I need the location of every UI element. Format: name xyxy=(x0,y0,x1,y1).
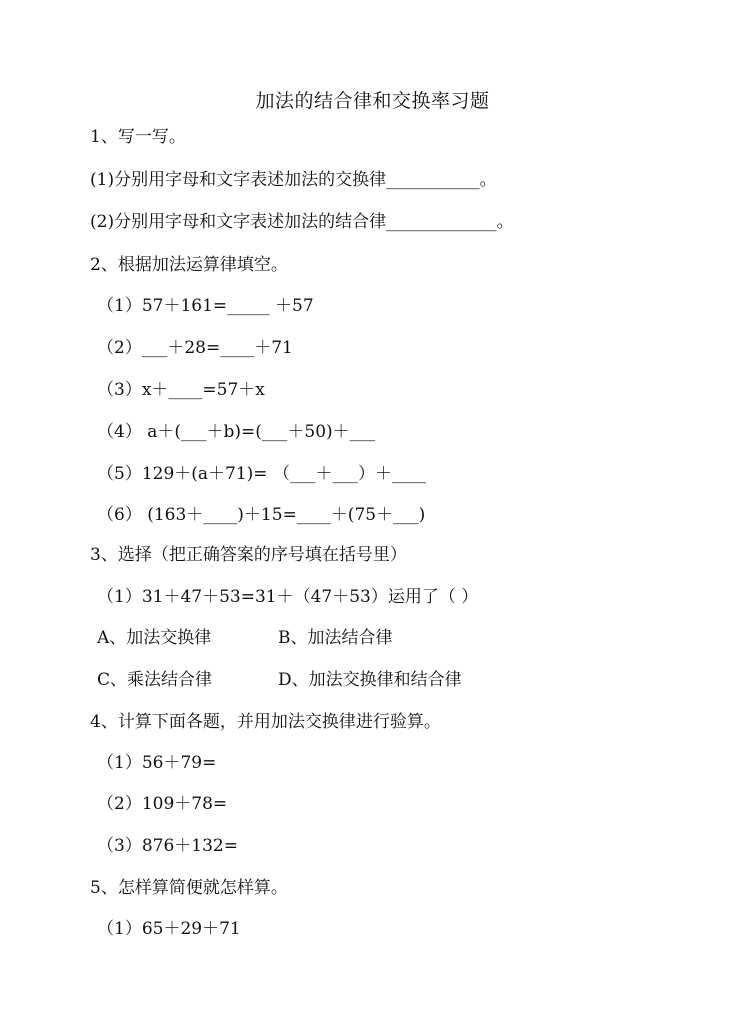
q3-option-a: A、加法交换律 xyxy=(97,628,212,648)
q4-item-2: （2）109＋78= xyxy=(97,794,228,814)
q2-item-6: （6） (163＋____)＋15=____＋(75＋___) xyxy=(97,505,426,525)
q2-item-4: （4） a＋(___＋b)=(___＋50)＋___ xyxy=(97,422,376,442)
q3-option-d: D、加法交换律和结合律 xyxy=(278,670,462,690)
q1-heading: 1、写一写。 xyxy=(90,127,186,147)
q1-item-2: (2)分别用字母和文字表述加法的结合律_____________。 xyxy=(90,212,514,232)
q2-item-1: （1）57＋161=_____ ＋57 xyxy=(97,296,314,316)
q4-item-3: （3）876＋132= xyxy=(97,836,238,856)
q2-item-5: （5）129＋(a＋71)= （___＋___）＋____ xyxy=(97,464,426,484)
q5-heading: 5、怎样算简便就怎样算。 xyxy=(90,878,288,898)
q5-item-1: （1）65＋29＋71 xyxy=(97,919,241,939)
q3-heading: 3、选择（把正确答案的序号填在括号里） xyxy=(90,545,407,565)
page-title: 加法的结合律和交换率习题 xyxy=(255,90,490,112)
q2-heading: 2、根据加法运算律填空。 xyxy=(90,255,288,275)
q3-item-1: （1）31＋47＋53=31＋（47＋53）运用了（ ） xyxy=(97,587,479,607)
q1-item-1: (1)分别用字母和文字表述加法的交换律___________。 xyxy=(90,170,497,190)
q3-option-c: C、乘法结合律 xyxy=(97,670,213,690)
q4-heading: 4、计算下面各题，并用加法交换律进行验算。 xyxy=(90,712,441,732)
q2-item-2: （2）___＋28=____＋71 xyxy=(97,338,293,358)
q2-item-3: （3）x＋____=57＋x xyxy=(97,380,265,400)
q3-option-b: B、加法结合律 xyxy=(278,628,393,648)
q4-item-1: （1）56＋79= xyxy=(97,753,217,773)
